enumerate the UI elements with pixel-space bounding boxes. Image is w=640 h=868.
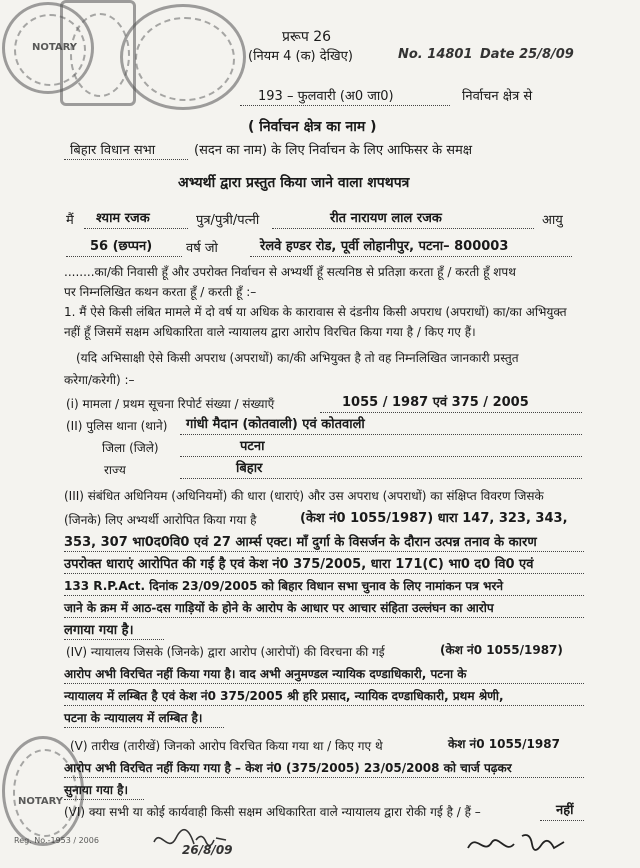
state-value: बिहार: [236, 461, 263, 476]
age-underline: [66, 256, 182, 257]
item5-line-3: सुनाया गया है।: [64, 783, 129, 797]
years-label: वर्ष जो: [186, 241, 218, 256]
relation-label: पुत्र/पुत्री/पत्नी: [196, 213, 260, 228]
clause1-line-1: 1. मैं ऐसे किसी लंबित मामले में दो वर्ष या अधिक के कारावास से दंडनीय किसी अपराध (अपराधों) का/का अभियुक्त: [64, 305, 567, 319]
item3-underline-1: [64, 551, 584, 552]
district-value: पटना: [240, 439, 265, 454]
item4-underline-3: [64, 727, 224, 728]
notary-seal-top: [120, 4, 246, 110]
district-label: जिला (जिले): [102, 441, 159, 455]
case-number-value: 1055 / 1987 एवं 375 / 2005: [342, 395, 529, 410]
item4-underline-2: [64, 705, 584, 706]
notary-top-label: NOTARY: [32, 42, 78, 53]
constituency-underline: [240, 105, 450, 106]
ref-date: Date 25/8/09: [480, 47, 574, 62]
state-label: राज्य: [104, 463, 126, 477]
item3-line-5: 133 R.P.Act. दिनांक 23/09/2005 को बिहार विधान सभा चुनाव के लिए नामांकन पत्र भरने: [64, 579, 504, 593]
house-suffix: (सदन का नाम) के लिए निर्वाचन के लिए आफिसर के समक्ष: [194, 143, 473, 158]
signature-date: 26/8/09: [182, 843, 233, 857]
item3-line-6: जाने के क्रम में आठ-दस गाड़ियों के होने के आरोप के आधार पर आचार संहिता उल्लंघन का आरोप: [64, 601, 494, 615]
constituency-value: 193 – फुलवारी (अ0 जा0): [258, 89, 394, 104]
item4-line-1a: (IV) न्यायालय जिसके (जिनके) द्वारा आरोप (आरोपों) की विरचना की गई: [66, 645, 385, 659]
item3-line-4: उपरोक्त धाराएं आरोपित की गई है एवं केश नं0 375/2005, धारा 171(C) भा0 द0 वि0 एवं: [64, 557, 534, 572]
item5-underline-2: [64, 799, 144, 800]
constituency-caption: ( निर्वाचन क्षेत्र का नाम ): [248, 119, 377, 135]
item5-underline-1: [64, 777, 584, 778]
case-number-label: (i) मामला / प्रथम सूचना रिपोर्ट संख्या / संख्याएँ: [66, 397, 275, 411]
item4-underline-1: [64, 683, 584, 684]
item3-underline-3: [64, 595, 584, 596]
ref-number: No. 14801: [398, 47, 473, 62]
item3-line-7: लगाया गया है।: [64, 623, 134, 638]
house-underline: [64, 159, 188, 160]
age-label: आयु: [542, 213, 563, 228]
house-value: बिहार विधान सभा: [70, 143, 156, 158]
item6-underline: [540, 820, 584, 821]
item6-answer: नहीं: [556, 803, 574, 818]
clause1-line-4: करेगा/करेगी) :–: [64, 373, 135, 387]
item3-line-2a: (जिनके) लिए अभ्यर्थी आरोपित किया गया है: [64, 513, 257, 527]
district-underline: [180, 456, 582, 457]
candidate-age: 56 (छप्पन): [90, 239, 153, 254]
item3-underline-2: [64, 573, 584, 574]
police-station-underline: [180, 434, 582, 435]
item3-line-3: 353, 307 भा0द0वि0 एवं 27 आर्म्स एक्ट। माँ दुर्गा के विसर्जन के दौरान उत्पन्न तनाव के कारण: [64, 535, 537, 550]
document-title: अभ्यर्थी द्वारा प्रस्तुत किया जाने वाला शपथपत्र: [178, 175, 410, 191]
candidate-signature: [462, 826, 572, 864]
constituency-suffix: निर्वाचन क्षेत्र से: [462, 89, 533, 104]
father-name: रीत नारायण लाल रजक: [330, 211, 442, 226]
item4-line-3: न्यायालय में लम्बित है एवं केश नं0 375/2005 श्री हरि प्रसाद, न्यायिक दण्डाधिकारी, प्रथम श्रेणी,: [64, 689, 504, 703]
declaration-line-1: ........का/की निवासी हूँ और उपरोक्त निर्वाचन से अभ्यर्थी हूँ सत्यनिष्ठ से प्रतिज्ञा करता हूँ / करती हूँ शपथ: [64, 265, 516, 279]
form-number: प्ररूप 26: [282, 29, 332, 45]
item6-line-1: (VI) क्या सभी या कोई कार्यवाही किसी सक्षम अधिकारिता वाले न्यायालय द्वारा रोकी गई है / हैं –: [64, 805, 481, 819]
case-number-underline: [320, 412, 582, 413]
address-underline: [250, 256, 572, 257]
candidate-address: रेलवे हण्डर रोड, पूर्वी लोहानीपुर, पटना– 800003: [260, 239, 509, 254]
item3-underline-5: [64, 639, 164, 640]
item5-line-1a: (V) तारीख (तारीखें) जिनको आरोप विरचित किया गया था / किए गए थे: [70, 739, 383, 753]
candidate-prefix: मैं: [66, 213, 74, 228]
notary-reg-no: Reg. No.-1953 / 2006: [14, 836, 99, 845]
father-name-underline: [272, 228, 534, 229]
police-station-label: (II) पुलिस थाना (थाने): [66, 419, 168, 433]
clause1-line-3: (यदि अभिसाक्षी ऐसे किसी अपराध (अपराधों) का/की अभियुक्त है तो वह निम्नलिखित जानकारी प्रस्तुत: [76, 351, 519, 365]
police-station-value: गांधी मैदान (कोतवाली) एवं कोतवाली: [186, 417, 365, 432]
item3-line-1: (III) संबंधित अधिनियम (अधिनियमों) की धारा (धाराएं) और उस अपराध (अपराधों) का संक्षिप्त विवरण जिसके: [64, 489, 544, 503]
notary-bottom-label: NOTARY: [18, 796, 64, 807]
item4-line-2: आरोप अभी विरचित नहीं किया गया है। वाद अभी अनुमण्डल न्यायिक दण्डाधिकारी, पटना के: [64, 667, 467, 681]
rule-reference: (नियम 4 (क) देखिए): [248, 49, 353, 64]
candidate-name: श्याम रजक: [96, 211, 150, 226]
clause1-line-2: नहीं हूँ जिसमें सक्षम अधिकारिता वाले न्यायालय द्वारा आरोप विरचित किया गया है / किए गए हैं।: [64, 325, 476, 339]
item4-line-1b: (केश नं0 1055/1987): [440, 643, 563, 657]
item3-line-2b: (केश नं0 1055/1987) धारा 147, 323, 343,: [300, 511, 568, 526]
candidate-name-underline: [84, 228, 188, 229]
declaration-line-2: पर निम्नलिखित कथन करता हूँ / करती हूँ :–: [64, 285, 257, 299]
item4-line-4: पटना के न्यायालय में लम्बित है।: [64, 711, 203, 725]
item5-line-2: आरोप अभी विरचित नहीं किया गया है – केश नं0 (375/2005) 23/05/2008 को चार्ज पढ़कर: [64, 761, 512, 775]
item5-line-1b: केश नं0 1055/1987: [448, 737, 560, 751]
item3-underline-4: [64, 617, 584, 618]
state-underline: [180, 478, 582, 479]
